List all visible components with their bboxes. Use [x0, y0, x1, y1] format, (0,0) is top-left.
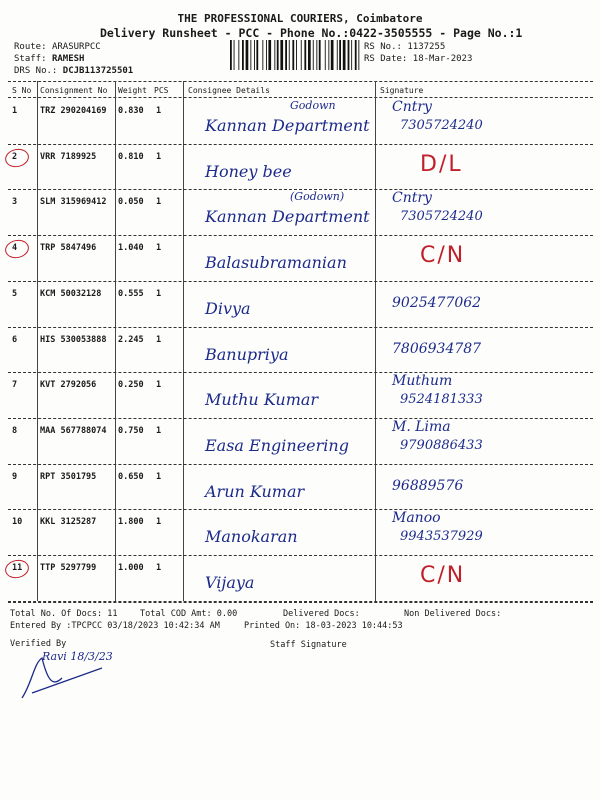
row-consignment-no: KKL 3125287 — [40, 517, 97, 528]
row-consignment-no: MAA 567788074 — [40, 425, 107, 436]
row-consignment-no: KVT 2792056 — [40, 380, 97, 391]
staff-line: Staff: RAMESH — [14, 54, 85, 64]
company-name: THE PROFESSIONAL COURIERS, Coimbatore — [177, 12, 423, 25]
rs-no-value: 1137255 — [407, 42, 446, 52]
col-header-sno: S No — [12, 86, 32, 95]
entered-by: Entered By :TPCPCC 03/18/2023 10:42:34 AM — [10, 621, 220, 631]
row-consignee-handwritten: Kannan Department — [205, 116, 370, 135]
row-weight: 1.040 — [118, 243, 144, 254]
row-signature: 9025477062 — [392, 294, 482, 311]
row-consignment-no: VRR 7189925 — [40, 151, 97, 162]
row-consignee-handwritten: Banupriya — [205, 344, 289, 364]
row-consignee-handwritten: Kannan Department — [205, 207, 370, 227]
row-rule — [8, 464, 593, 465]
row-weight: 0.810 — [118, 151, 144, 162]
row-consignment-no: TTP 5297799 — [40, 563, 97, 573]
row-weight: 0.250 — [118, 380, 144, 391]
row-rule — [8, 281, 593, 282]
row-signature: 7806934787 — [392, 340, 482, 357]
row-circle-mark — [3, 238, 30, 261]
col-header-signature: Signature — [380, 86, 424, 95]
row-rule — [8, 327, 593, 328]
row-sno: 1 — [12, 106, 18, 116]
row-signature-status: C/N — [420, 243, 466, 269]
barcode-image — [230, 40, 360, 70]
route-value: ARASURPCC — [51, 42, 101, 52]
row-pcs: 1 — [156, 563, 162, 573]
row-pcs: 1 — [156, 151, 162, 162]
row-signature: Cntry — [392, 99, 432, 115]
row-consignee-handwritten: Divya — [205, 298, 251, 318]
row-consignee-note: (Godown) — [290, 190, 345, 204]
rs-no-line: RS No.: 1137255 — [364, 42, 446, 52]
row-consignment-no: RPT 3501795 — [40, 471, 97, 482]
col-divider — [183, 81, 184, 601]
row-signature-status: D/L — [420, 151, 463, 177]
col-header-pcs: PCS — [154, 86, 169, 95]
row-consignment-no: SLM 315969412 — [40, 197, 107, 208]
row-consignee-handwritten: Vijaya — [205, 573, 255, 592]
row-circle-mark — [3, 558, 30, 581]
row-pcs: 1 — [156, 471, 162, 482]
row-pcs: 1 — [156, 380, 162, 391]
drs-value: DCJB113725501 — [62, 66, 134, 76]
row-signature-phone: 9524181333 — [400, 392, 483, 408]
row-weight: 0.750 — [118, 425, 144, 436]
row-rule — [8, 144, 593, 145]
staff-signature-label: Staff Signature — [270, 640, 347, 650]
row-weight: 0.050 — [118, 197, 144, 208]
row-signature: Cntry — [392, 190, 432, 207]
row-signature: 96889576 — [392, 477, 464, 494]
header-bottom-rule — [8, 97, 593, 98]
row-signature-status: C/N — [420, 563, 466, 588]
row-signature: Muthum — [392, 373, 453, 390]
row-pcs: 1 — [156, 106, 162, 116]
verified-signature: Ravi 18/3/23 — [12, 648, 112, 712]
row-consignment-no: HIS 530053888 — [40, 334, 107, 345]
row-consignee-handwritten: Manokaran — [205, 527, 298, 547]
row-pcs: 1 — [156, 243, 162, 254]
verified-by-label: Verified By — [10, 639, 67, 649]
table-top-rule — [8, 81, 593, 82]
row-sno: 8 — [12, 425, 18, 436]
row-sno: 5 — [12, 288, 18, 299]
row-sno: 7 — [12, 380, 18, 391]
col-header-weight: Weight — [118, 86, 147, 95]
row-signature-phone: 9790886433 — [400, 437, 483, 453]
row-pcs: 1 — [156, 197, 162, 208]
row-consignee-note: Godown — [290, 99, 336, 112]
rs-date-line: RS Date: 18-Mar-2023 — [364, 54, 473, 64]
row-consignee-handwritten: Balasubramanian — [205, 253, 347, 273]
row-signature-phone: 7305724240 — [400, 209, 483, 225]
row-signature: M. Lima — [392, 418, 451, 435]
row-signature-phone: 7305724240 — [400, 118, 483, 133]
row-rule — [8, 555, 593, 556]
total-cod: Total COD Amt: 0.00 — [140, 609, 238, 619]
row-consignee-handwritten: Honey bee — [205, 161, 292, 181]
row-sno: 2 — [12, 151, 18, 162]
col-header-consignee: Consignee Details — [188, 86, 270, 95]
row-consignee-handwritten: Arun Kumar — [205, 481, 305, 501]
sheet-title: Delivery Runsheet - PCC - Phone No.:0422-3505555 - Page No.:1 — [100, 26, 523, 40]
row-weight: 2.245 — [118, 334, 144, 345]
row-weight: 0.830 — [118, 106, 144, 116]
row-sno: 11 — [12, 563, 23, 573]
table-bottom-rule — [8, 602, 593, 603]
row-weight: 0.650 — [118, 471, 144, 482]
row-weight: 1.800 — [118, 517, 144, 528]
row-consignee-handwritten: Muthu Kumar — [205, 390, 319, 410]
col-header-consignment: Consignment No — [40, 86, 108, 95]
row-pcs: 1 — [156, 334, 162, 345]
row-sno: 9 — [12, 471, 18, 482]
row-rule — [8, 418, 593, 419]
col-divider — [37, 81, 38, 601]
route-line: Route: ARASURPCC — [14, 42, 101, 52]
row-circle-mark — [3, 146, 30, 169]
non-delivered-docs: Non Delivered Docs: — [404, 609, 502, 619]
row-pcs: 1 — [156, 288, 162, 299]
col-divider — [115, 81, 116, 601]
row-consignment-no: TRP 5847496 — [40, 243, 97, 254]
row-weight: 1.000 — [118, 563, 144, 573]
row-consignment-no: KCM 50032128 — [40, 288, 102, 299]
total-docs: Total No. Of Docs: 11 — [10, 609, 118, 619]
rs-date-value: 18-Mar-2023 — [412, 54, 473, 64]
row-pcs: 1 — [156, 517, 162, 528]
delivered-docs: Delivered Docs: — [283, 609, 360, 619]
row-rule — [8, 509, 593, 510]
row-sno: 4 — [12, 243, 18, 254]
row-sno: 6 — [12, 334, 18, 345]
row-sno: 10 — [12, 517, 23, 528]
row-sno: 3 — [12, 197, 18, 208]
row-rule — [8, 372, 593, 373]
col-divider — [375, 81, 376, 601]
drs-line: DRS No.: DCJB113725501 — [14, 66, 134, 76]
row-pcs: 1 — [156, 425, 162, 436]
row-consignee-handwritten: Easa Engineering — [205, 435, 349, 455]
row-signature-phone: 9943537929 — [400, 529, 483, 545]
row-signature: Manoo — [392, 510, 441, 527]
row-rule — [8, 235, 593, 236]
staff-value: RAMESH — [51, 54, 85, 64]
printed-on: Printed On: 18-03-2023 10:44:53 — [244, 621, 403, 631]
row-consignment-no: TRZ 290204169 — [40, 106, 107, 116]
row-weight: 0.555 — [118, 288, 144, 299]
